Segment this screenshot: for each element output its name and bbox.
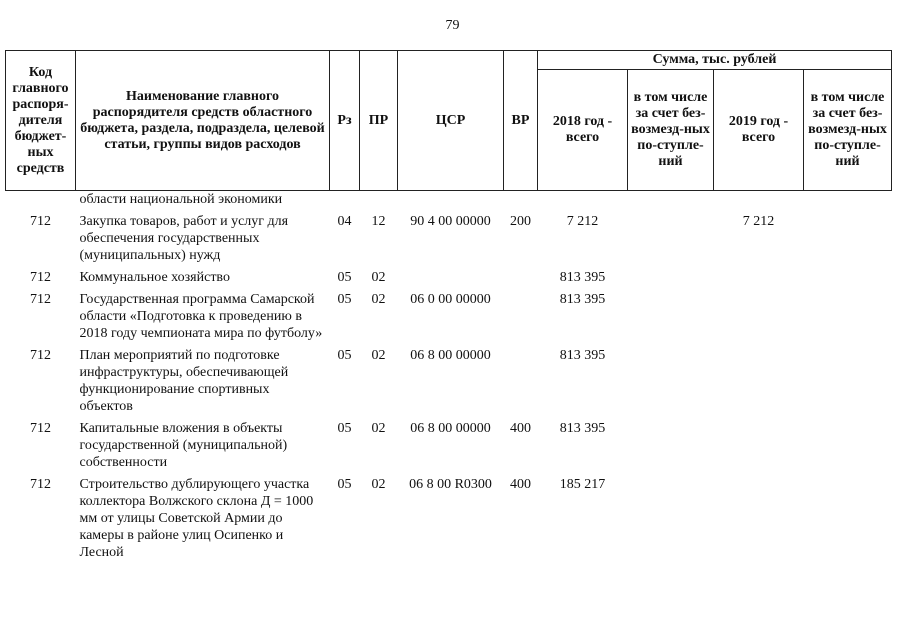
row-name: Государственная программа Самарской области «Подготовка к проведению в 2018 году чемпионата мира по футболу»: [79, 292, 323, 341]
row-csr: 90 4 00 00000: [410, 214, 491, 229]
header-2019-grants: в том числе за счет без-возмезд-ных по-ступле-ний: [804, 70, 892, 191]
row-rz: 04: [337, 214, 352, 229]
row-2019-grants: [804, 191, 892, 214]
row-2019-total: [714, 291, 804, 347]
row-pr: [360, 191, 398, 214]
table-row: [6, 213, 892, 269]
row-code: 712: [30, 421, 51, 436]
page-number: 79: [445, 18, 460, 33]
row-2018-total: 813 395: [559, 292, 606, 307]
row-2019-total: [714, 347, 804, 420]
row-pr: 02: [371, 270, 386, 285]
row-csr: [398, 269, 504, 291]
row-name: Закупка товаров, работ и услуг для обеспечения государственных (муниципальных) нужд: [79, 214, 289, 263]
row-2018-total: 813 395: [559, 421, 606, 436]
row-2019-grants: [804, 347, 892, 420]
row-2019-grants: [804, 420, 892, 476]
header-pr: ПР: [360, 51, 398, 191]
row-2018-grants: [628, 347, 714, 420]
row-code: 712: [30, 348, 51, 363]
row-code: [6, 191, 76, 214]
row-csr: [398, 191, 504, 214]
row-code: 712: [30, 270, 51, 285]
row-2019-total: [714, 191, 804, 214]
budget-table: [5, 50, 892, 566]
row-code: 712: [30, 214, 51, 229]
row-2018-grants: [628, 420, 714, 476]
row-2018-grants: [628, 476, 714, 566]
row-csr: 06 8 00 00000: [410, 348, 491, 363]
row-2019-total: [714, 269, 804, 291]
header-2019-total: 2019 год - всего: [714, 70, 804, 191]
row-vr: 200: [510, 214, 531, 229]
row-name: Строительство дублирующего участка коллектора Волжского склона Д = 1000 мм от улицы Советской Армии до камеры в районе улиц Осипенко и Лесной: [79, 477, 314, 560]
header-name: Наименование главного распорядителя средств областного бюджета, раздела, подраздела, целевой статьи, группы видов расходов: [76, 51, 330, 191]
row-pr: 02: [371, 421, 386, 436]
table-row: [6, 291, 892, 347]
row-2018-total: 185 217: [559, 477, 606, 492]
table-row: [6, 420, 892, 476]
row-name: Капитальные вложения в объекты государственной (муниципальной) собственности: [79, 421, 288, 470]
row-rz: 05: [337, 477, 352, 492]
row-2019-total: [714, 476, 804, 566]
row-code: 712: [30, 292, 51, 307]
header-2018-total: 2018 год - всего: [538, 70, 628, 191]
table-row: [6, 269, 892, 291]
row-2018-grants: [628, 191, 714, 214]
row-2018-grants: [628, 291, 714, 347]
row-rz: 05: [337, 292, 352, 307]
row-name: План мероприятий по подготовке инфраструктуры, обеспечивающей функционирование спортивных объектов: [79, 348, 289, 414]
row-vr: 400: [510, 421, 531, 436]
row-rz: [330, 191, 360, 214]
table-row: [6, 191, 892, 214]
row-2018-total: 7 212: [566, 214, 599, 229]
row-2019-grants: [804, 269, 892, 291]
row-2018-total: [538, 191, 628, 214]
header-rz: Рз: [330, 51, 360, 191]
row-vr: [504, 191, 538, 214]
row-2019-grants: [804, 213, 892, 269]
header-csr: ЦСР: [398, 51, 504, 191]
row-csr: 06 8 00 R0300: [409, 477, 492, 492]
header-code: Код главного распоря-дителя бюджет-ных средств: [6, 51, 76, 191]
row-2018-total: 813 395: [559, 348, 606, 363]
row-pr: 02: [371, 292, 386, 307]
row-vr: [504, 269, 538, 291]
row-code: 712: [30, 477, 51, 492]
row-2018-grants: [628, 269, 714, 291]
row-rz: 05: [337, 348, 352, 363]
row-name: Коммунальное хозяйство: [79, 270, 230, 285]
row-rz: 05: [337, 421, 352, 436]
row-2019-grants: [804, 476, 892, 566]
row-2019-total: 7 212: [742, 214, 775, 229]
row-csr: 06 0 00 00000: [410, 292, 491, 307]
table-row: [6, 476, 892, 566]
row-2019-total: [714, 420, 804, 476]
row-vr: 400: [510, 477, 531, 492]
row-pr: 12: [371, 214, 386, 229]
header-sum: Сумма, тыс. рублей: [538, 51, 892, 70]
row-name: области национальной экономики: [79, 192, 283, 207]
table-row: [6, 347, 892, 420]
header-2018-grants: в том числе за счет без-возмезд-ных по-ступле-ний: [628, 70, 714, 191]
row-2018-total: 813 395: [559, 270, 606, 285]
row-pr: 02: [371, 348, 386, 363]
row-2019-grants: [804, 291, 892, 347]
row-vr: [504, 291, 538, 347]
row-vr: [504, 347, 538, 420]
row-rz: 05: [337, 270, 352, 285]
header-vr: ВР: [504, 51, 538, 191]
row-pr: 02: [371, 477, 386, 492]
row-csr: 06 8 00 00000: [410, 421, 491, 436]
row-2018-grants: [628, 213, 714, 269]
